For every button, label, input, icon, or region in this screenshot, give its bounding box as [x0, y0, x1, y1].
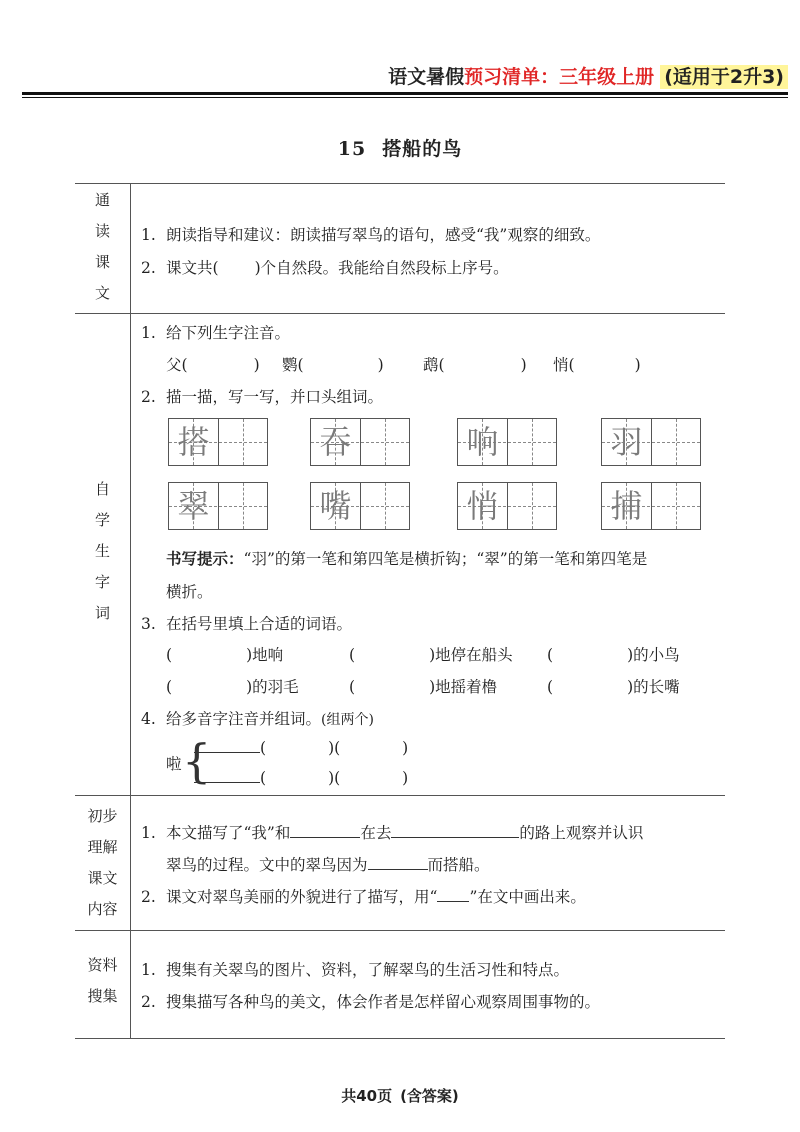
fill-word: 的羽毛 [252, 678, 299, 696]
section-label-research [75, 950, 130, 1012]
header-badge: (适用于2升3) [660, 65, 788, 89]
fill-blank[interactable]: ( )的羽毛 [166, 678, 299, 696]
item-text: 朗读指导和建议：朗读描写翠鸟的语句，感受“我”观察的细致。 [166, 226, 601, 244]
research-item-2 [141, 990, 600, 1012]
label-text: 课文 [87, 869, 118, 887]
answer-blank[interactable] [391, 823, 519, 838]
row-divider [75, 795, 725, 796]
research-item-1 [141, 958, 569, 980]
writing-grid[interactable] [310, 482, 410, 530]
q2-heading [141, 385, 383, 407]
label-text: 理解 [87, 838, 118, 856]
item-text: ”在文中画出来。 [469, 888, 586, 906]
label-char: 学 [94, 511, 110, 529]
item-number: 1. [141, 961, 156, 979]
table-top-border [75, 183, 725, 184]
item-text: 的路上观察并认识 [519, 824, 644, 842]
row-divider [75, 930, 725, 931]
label-char: 读 [94, 222, 110, 240]
label-text: 初步 [87, 807, 118, 825]
fill-word: 地摇着橹 [435, 678, 498, 696]
writing-grid[interactable] [310, 418, 410, 466]
pinyin-char: 鹉 [423, 356, 439, 374]
answer-blank[interactable] [368, 855, 428, 870]
q1-heading [141, 321, 290, 343]
tip-text: 横折。 [166, 583, 213, 601]
brace-icon: { [182, 734, 212, 788]
footer-note: (含答案) [400, 1087, 459, 1105]
understand-item-2 [141, 885, 586, 907]
item-number: 2. [141, 993, 156, 1011]
writing-tip [166, 547, 647, 569]
tip-label: 书写提示： [166, 550, 244, 568]
label-text: 内容 [87, 900, 118, 918]
section-label-read [75, 185, 130, 309]
header-title: 语文暑假 [388, 66, 465, 88]
item-text: 课文共( [166, 259, 219, 277]
answer-blank[interactable] [437, 887, 469, 902]
label-text: 搜集 [87, 987, 118, 1005]
writing-grid[interactable] [457, 418, 557, 466]
section-label-characters [75, 474, 130, 629]
understand-item-1-cont [166, 853, 490, 875]
footer-pages: 共40页 [341, 1087, 393, 1105]
fill-word: 的长嘴 [633, 678, 680, 696]
item-text: )个自然段。我能给自然段标上序号。 [254, 259, 509, 277]
fill-blank[interactable]: ( )地停在船头 [349, 646, 513, 664]
q3-heading [141, 612, 352, 634]
item-number: 1. [141, 824, 156, 842]
trace-char: 悄 [466, 487, 499, 525]
label-char: 字 [94, 573, 110, 591]
label-column-divider [130, 183, 131, 1039]
writing-grid[interactable] [601, 482, 701, 530]
page-header [388, 62, 788, 89]
polyphone-row[interactable]: ( )( ) [194, 738, 408, 757]
pinyin-row: 父( ) [166, 356, 260, 374]
lesson-name: 搭船的鸟 [382, 138, 463, 160]
fill-blank[interactable]: ( )的小鸟 [547, 646, 680, 664]
trace-char: 嘴 [319, 487, 352, 525]
label-text: 资料 [87, 956, 118, 974]
table-bottom-border [75, 1038, 725, 1039]
item-number: 2. [141, 388, 156, 406]
fill-blank[interactable]: ( )地响 [166, 646, 284, 664]
writing-grid[interactable] [168, 482, 268, 530]
writing-grid[interactable] [168, 418, 268, 466]
trace-char: 吞 [319, 423, 352, 461]
trace-char: 翠 [177, 487, 210, 525]
item-number: 4. [141, 710, 156, 728]
header-rule-thick [22, 92, 788, 95]
label-char: 词 [94, 604, 110, 622]
fill-blank[interactable]: ( )的长嘴 [547, 678, 680, 696]
label-char: 通 [94, 191, 110, 209]
item-note: (组两个) [321, 712, 374, 728]
item-number: 2. [141, 259, 156, 277]
page-footer [0, 1085, 800, 1106]
item-text: 本文描写了“我”和 [166, 824, 291, 842]
item-number: 1. [141, 226, 156, 244]
trace-char: 搭 [177, 423, 210, 461]
answer-blank[interactable] [290, 823, 360, 838]
item-text: 在括号里填上合适的词语。 [166, 615, 353, 633]
label-char: 自 [94, 480, 110, 498]
item-number: 2. [141, 888, 156, 906]
item-number: 1. [141, 324, 156, 342]
pinyin-row: 鹦( ) [282, 356, 384, 374]
header-subtitle: 预习清单：三年级上册 [464, 66, 655, 88]
polyphone-char: 啦 [166, 755, 182, 773]
header-rule-thin [22, 97, 788, 98]
label-char: 生 [94, 542, 110, 560]
fill-word: 地响 [252, 646, 284, 664]
tip-text: “羽”的第一笔和第四笔是横折钩；“翠”的第一笔和第四笔是 [243, 550, 648, 568]
item-text: 描一描，写一写，并口头组词。 [166, 388, 384, 406]
trace-char: 捕 [610, 487, 643, 525]
label-char: 课 [94, 253, 110, 271]
item-number: 3. [141, 615, 156, 633]
writing-grid[interactable] [457, 482, 557, 530]
item-text: 而搭船。 [427, 856, 490, 874]
q4-heading [141, 707, 374, 729]
trace-char: 羽 [610, 423, 643, 461]
read-item-1 [141, 223, 600, 245]
pinyin-char: 鹦 [282, 356, 298, 374]
pinyin-row: 悄( ) [553, 356, 641, 374]
item-text: 课文对翠鸟美丽的外貌进行了描写，用“ [166, 888, 438, 906]
lesson-number: 15 [337, 138, 367, 160]
writing-grid[interactable] [601, 418, 701, 466]
understand-item-1 [141, 821, 643, 843]
pinyin-char: 父 [166, 356, 182, 374]
section-label-understand [75, 801, 130, 925]
item-text: 给下列生字注音。 [166, 324, 291, 342]
pinyin-row: 鹉( ) [423, 356, 527, 374]
fill-word: 地停在船头 [435, 646, 513, 664]
trace-char: 响 [466, 423, 499, 461]
pinyin-char: 悄 [553, 356, 569, 374]
fill-word: 的小鸟 [633, 646, 680, 664]
lesson-title [0, 134, 800, 161]
row-divider [75, 313, 725, 314]
label-char: 文 [94, 284, 110, 302]
item-text: 在去 [360, 824, 392, 842]
item-text: 给多音字注音并组词。 [166, 710, 322, 728]
item-text: 搜集描写各种鸟的美文，体会作者是怎样留心观察周围事物的。 [166, 993, 601, 1011]
read-item-2 [141, 256, 509, 278]
fill-blank[interactable]: ( )地摇着橹 [349, 678, 498, 696]
item-text: 搜集有关翠鸟的图片、资料，了解翠鸟的生活习性和特点。 [166, 961, 570, 979]
polyphone-row[interactable]: ( )( ) [194, 768, 408, 787]
item-text: 翠鸟的过程。文中的翠鸟因为 [166, 856, 368, 874]
